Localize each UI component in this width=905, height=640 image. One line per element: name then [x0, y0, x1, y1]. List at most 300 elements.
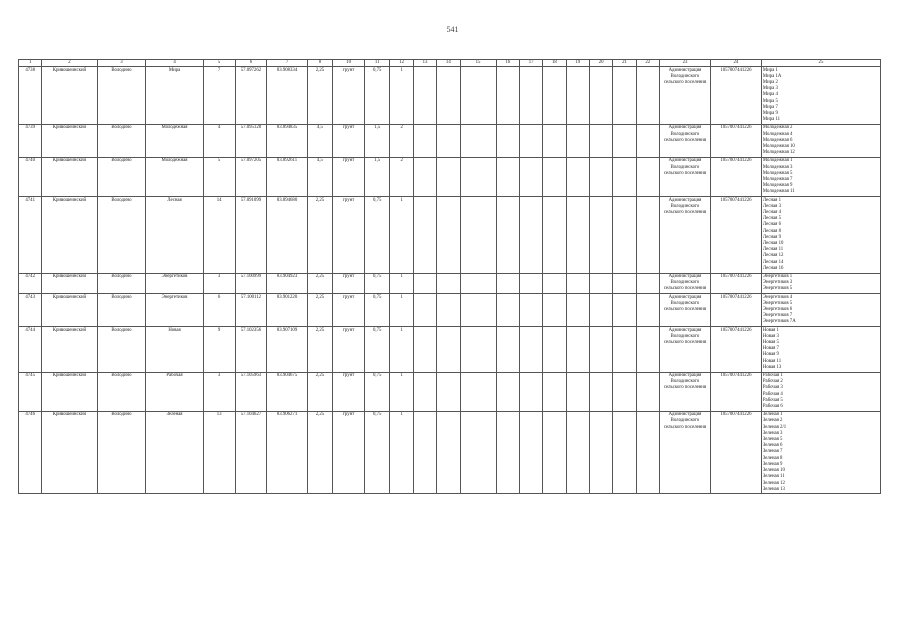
width-cell: 2,25	[307, 372, 332, 411]
empty-cell	[589, 67, 612, 125]
empty-cell	[437, 124, 460, 157]
empty-cell	[566, 124, 589, 157]
row-id: 4744	[19, 327, 42, 372]
house-cell: 3	[203, 273, 235, 294]
served-object: Лесная 9	[762, 234, 781, 240]
empty-cell	[636, 327, 659, 372]
served-object: Энергетиков 1	[762, 274, 793, 279]
district-cell: Кривошеинский	[42, 197, 97, 273]
street-cell: Рабочая	[146, 372, 203, 411]
empty-cell	[613, 157, 636, 196]
administration-cell: Администрация Володинского сельского поселения	[659, 273, 710, 294]
served-objects-cell	[761, 273, 880, 294]
longitude-cell: 83.894680	[267, 197, 307, 273]
street-cell: Энергетиков	[146, 294, 203, 327]
empty-cell	[519, 157, 542, 196]
ogrn-cell: 1057007441226	[710, 124, 761, 157]
served-object: Зеленая 9	[762, 461, 783, 467]
served-object: Рабочая 3	[762, 385, 783, 391]
served-object: Энергетиков 7А	[762, 319, 796, 325]
empty-cell	[636, 157, 659, 196]
street-cell: Зеленая	[146, 411, 203, 494]
registry-body	[19, 67, 881, 494]
served-object: Энергетиков 5	[762, 286, 793, 292]
empty-cell	[460, 197, 496, 273]
served-object: Зеленая 7	[762, 449, 783, 455]
administration-cell: Администрация Володинского сельского поселения	[659, 157, 710, 196]
served-object: Зеленая 11	[762, 474, 785, 480]
column-number: 18	[543, 60, 566, 67]
count-cell: 1	[390, 67, 413, 125]
column-number: 23	[659, 60, 710, 67]
latitude-cell: 57.104627	[235, 411, 267, 494]
house-cell: 6	[203, 294, 235, 327]
served-object: Лесная 1	[762, 197, 781, 203]
served-object: Энергетиков 6	[762, 307, 793, 313]
served-objects-cell	[761, 294, 880, 327]
count-cell: 1	[390, 372, 413, 411]
column-number: 1	[19, 60, 42, 67]
latitude-cell: 57.102356	[235, 327, 267, 372]
ogrn-cell: 1057007441226	[710, 372, 761, 411]
district-cell: Кривошеинский	[42, 294, 97, 327]
served-objects-cell	[761, 411, 880, 494]
empty-cell	[460, 294, 496, 327]
served-object: Лесная 10	[762, 240, 784, 246]
served-object: Новая 7	[762, 346, 779, 352]
table-row	[19, 327, 881, 372]
empty-cell	[613, 294, 636, 327]
served-object: Зеленая 3	[762, 430, 783, 436]
served-object: Мира 1А	[762, 73, 782, 79]
served-objects-cell	[761, 157, 880, 196]
empty-cell	[543, 157, 566, 196]
empty-cell	[519, 327, 542, 372]
empty-cell	[413, 157, 436, 196]
registry-table	[18, 59, 881, 494]
empty-cell	[613, 273, 636, 294]
served-object: Энергетиков 4	[762, 294, 793, 300]
served-object: Зеленая 1	[762, 412, 783, 418]
street-cell: Молодежная	[146, 157, 203, 196]
row-id: 4741	[19, 197, 42, 273]
area-cell: 0,75	[365, 197, 390, 273]
width-cell: 2,25	[307, 273, 332, 294]
served-object: Мира 9	[762, 110, 778, 116]
surface-cell: грунт	[333, 157, 365, 196]
empty-cell	[636, 273, 659, 294]
column-number: 15	[460, 60, 496, 67]
column-number: 24	[710, 60, 761, 67]
latitude-cell: 57.097205	[235, 157, 267, 196]
served-object: Зеленая 8	[762, 455, 783, 461]
area-cell: 0,75	[365, 294, 390, 327]
served-object: Лесная 8	[762, 228, 781, 234]
served-object: Мира 2	[762, 79, 778, 85]
empty-cell	[496, 327, 519, 372]
served-objects-cell	[761, 124, 880, 157]
empty-cell	[519, 372, 542, 411]
row-id: 4738	[19, 67, 42, 125]
served-object: Лесная 5	[762, 216, 781, 222]
area-cell: 0,75	[365, 67, 390, 125]
empty-cell	[437, 197, 460, 273]
locality-cell: Володино	[97, 411, 146, 494]
row-id: 4745	[19, 372, 42, 411]
column-number: 6	[235, 60, 267, 67]
longitude-cell: 83.906271	[267, 411, 307, 494]
empty-cell	[613, 411, 636, 494]
area-cell: 0,75	[365, 372, 390, 411]
served-object: Рабочая 4	[762, 391, 783, 397]
count-cell: 1	[390, 411, 413, 494]
house-cell: 14	[203, 197, 235, 273]
empty-cell	[543, 124, 566, 157]
served-object: Мира 3	[762, 86, 778, 92]
administration-cell: Администрация Володинского сельского поселения	[659, 124, 710, 157]
empty-cell	[566, 327, 589, 372]
empty-cell	[496, 372, 519, 411]
row-id: 4746	[19, 411, 42, 494]
column-number: 2	[42, 60, 97, 67]
empty-cell	[566, 294, 589, 327]
district-cell: Кривошеинский	[42, 157, 97, 196]
served-object: Зеленая 2/1	[762, 424, 787, 430]
street-cell: Молодежная	[146, 124, 203, 157]
empty-cell	[413, 411, 436, 494]
served-object: Молодежная 5	[762, 170, 793, 176]
served-object: Молодежная 11	[762, 189, 795, 195]
served-object: Новая 3	[762, 333, 779, 339]
surface-cell: грунт	[333, 273, 365, 294]
count-cell: 1	[390, 327, 413, 372]
served-object: Молодежная 9	[762, 183, 793, 189]
longitude-cell: 83.892611	[267, 157, 307, 196]
column-number: 22	[636, 60, 659, 67]
served-object: Молодежная 3	[762, 164, 793, 170]
served-object: Лесная 11	[762, 247, 784, 253]
served-object: Лесная 12	[762, 253, 784, 259]
empty-cell	[496, 411, 519, 494]
served-object: Молодежная 10	[762, 143, 795, 149]
empty-cell	[543, 294, 566, 327]
locality-cell: Володино	[97, 294, 146, 327]
served-objects-cell	[761, 67, 880, 125]
empty-cell	[460, 372, 496, 411]
served-object: Новая 13	[762, 364, 782, 370]
width-cell: 4,5	[307, 157, 332, 196]
empty-cell	[460, 157, 496, 196]
empty-cell	[543, 67, 566, 125]
empty-cell	[636, 372, 659, 411]
district-cell: Кривошеинский	[42, 372, 97, 411]
served-object: Зеленая 12	[762, 480, 785, 486]
house-cell: 5	[203, 157, 235, 196]
count-cell: 1	[390, 294, 413, 327]
empty-cell	[519, 273, 542, 294]
empty-cell	[437, 327, 460, 372]
locality-cell: Володино	[97, 197, 146, 273]
house-cell: 7	[203, 67, 235, 125]
width-cell: 2,25	[307, 411, 332, 494]
empty-cell	[437, 294, 460, 327]
administration-cell: Администрация Володинского сельского поселения	[659, 294, 710, 327]
served-object: Молодежная 1	[762, 158, 793, 164]
district-cell: Кривошеинский	[42, 67, 97, 125]
count-cell: 1	[390, 273, 413, 294]
empty-cell	[543, 273, 566, 294]
empty-cell	[589, 327, 612, 372]
area-cell: 0,75	[365, 411, 390, 494]
ogrn-cell: 1057007441226	[710, 273, 761, 294]
surface-cell: грунт	[333, 411, 365, 494]
empty-cell	[437, 273, 460, 294]
empty-cell	[589, 411, 612, 494]
served-object: Энергетиков 3	[762, 280, 793, 286]
empty-cell	[589, 197, 612, 273]
administration-cell: Администрация Володинского сельского поселения	[659, 197, 710, 273]
width-cell: 2,25	[307, 294, 332, 327]
served-object: Лесная 6	[762, 222, 781, 228]
empty-cell	[496, 273, 519, 294]
area-cell: 0,75	[365, 273, 390, 294]
ogrn-cell: 1057007441226	[710, 157, 761, 196]
surface-cell: грунт	[333, 294, 365, 327]
empty-cell	[613, 197, 636, 273]
empty-cell	[460, 327, 496, 372]
empty-cell	[496, 294, 519, 327]
empty-cell	[496, 67, 519, 125]
column-number: 11	[365, 60, 390, 67]
ogrn-cell: 1057007441226	[710, 67, 761, 125]
column-number: 8	[307, 60, 332, 67]
latitude-cell: 57.100112	[235, 294, 267, 327]
empty-cell	[519, 67, 542, 125]
empty-cell	[437, 157, 460, 196]
count-cell: 1	[390, 197, 413, 273]
served-object: Рабочая 6	[762, 404, 783, 410]
latitude-cell: 57.095128	[235, 124, 267, 157]
empty-cell	[566, 67, 589, 125]
served-objects-cell	[761, 372, 880, 411]
locality-cell: Володино	[97, 124, 146, 157]
locality-cell: Володино	[97, 157, 146, 196]
longitude-cell: 83.908334	[267, 67, 307, 125]
row-id: 4743	[19, 294, 42, 327]
administration-cell: Администрация Володинского сельского поселения	[659, 327, 710, 372]
column-number: 25	[761, 60, 880, 67]
empty-cell	[636, 294, 659, 327]
ogrn-cell: 1057007441226	[710, 197, 761, 273]
served-object: Молодежная 2	[762, 125, 793, 131]
empty-cell	[437, 67, 460, 125]
served-object: Молодежная 12	[762, 150, 795, 156]
empty-cell	[413, 372, 436, 411]
served-object: Зеленая 5	[762, 437, 783, 443]
served-object: Зеленая 2	[762, 418, 783, 424]
served-object: Молодежная 7	[762, 176, 793, 182]
table-row	[19, 273, 881, 294]
served-object: Рабочая 1	[762, 373, 783, 379]
empty-cell	[413, 327, 436, 372]
served-object: Новая 9	[762, 352, 779, 358]
latitude-cell: 57.091099	[235, 197, 267, 273]
served-object: Лесная 14	[762, 259, 784, 265]
surface-cell: грунт	[333, 372, 365, 411]
longitude-cell: 83.904923	[267, 273, 307, 294]
empty-cell	[543, 372, 566, 411]
served-object: Рабочая 5	[762, 397, 783, 403]
empty-cell	[566, 372, 589, 411]
column-number: 13	[413, 60, 436, 67]
house-cell: 13	[203, 411, 235, 494]
served-object: Зеленая 6	[762, 443, 783, 449]
empty-cell	[496, 124, 519, 157]
count-cell: 2	[390, 157, 413, 196]
empty-cell	[589, 124, 612, 157]
empty-cell	[413, 294, 436, 327]
empty-cell	[566, 197, 589, 273]
locality-cell: Володино	[97, 67, 146, 125]
latitude-cell: 57.100999	[235, 273, 267, 294]
column-number: 7	[267, 60, 307, 67]
street-cell: Лесная	[146, 197, 203, 273]
empty-cell	[589, 372, 612, 411]
empty-cell	[566, 157, 589, 196]
ogrn-cell: 1057007441226	[710, 294, 761, 327]
served-object: Молодежная 4	[762, 131, 793, 137]
area-cell: 1,5	[365, 157, 390, 196]
street-cell: Новая	[146, 327, 203, 372]
served-object: Зеленая 10	[762, 468, 785, 474]
count-cell: 2	[390, 124, 413, 157]
empty-cell	[413, 197, 436, 273]
empty-cell	[437, 411, 460, 494]
table-row	[19, 372, 881, 411]
empty-cell	[613, 327, 636, 372]
empty-cell	[496, 157, 519, 196]
empty-cell	[543, 411, 566, 494]
column-number-row	[19, 60, 881, 67]
width-cell: 2,25	[307, 67, 332, 125]
served-object: Энергетиков 7	[762, 313, 793, 319]
surface-cell: грунт	[333, 67, 365, 125]
empty-cell	[589, 273, 612, 294]
row-id: 4740	[19, 157, 42, 196]
served-object: Лесная 4	[762, 209, 781, 215]
longitude-cell: 83.901220	[267, 294, 307, 327]
column-number: 16	[496, 60, 519, 67]
longitude-cell: 83.894835	[267, 124, 307, 157]
empty-cell	[636, 411, 659, 494]
row-id: 4742	[19, 273, 42, 294]
column-number: 12	[390, 60, 413, 67]
empty-cell	[519, 411, 542, 494]
column-number: 4	[146, 60, 203, 67]
served-object: Мира 11	[762, 117, 781, 123]
empty-cell	[566, 273, 589, 294]
served-object: Новая 1	[762, 327, 779, 333]
street-cell: Мира	[146, 67, 203, 125]
table-row	[19, 124, 881, 157]
area-cell: 1,5	[365, 124, 390, 157]
locality-cell: Володино	[97, 327, 146, 372]
empty-cell	[460, 67, 496, 125]
empty-cell	[543, 327, 566, 372]
empty-cell	[589, 157, 612, 196]
street-cell: Энергетиков	[146, 273, 203, 294]
column-number: 14	[437, 60, 460, 67]
house-cell: 3	[203, 372, 235, 411]
ogrn-cell: 1057007441226	[710, 327, 761, 372]
table-row	[19, 294, 881, 327]
longitude-cell: 83.907109	[267, 327, 307, 372]
administration-cell: Администрация Володинского сельского поселения	[659, 411, 710, 494]
house-cell: 9	[203, 327, 235, 372]
empty-cell	[460, 273, 496, 294]
district-cell: Кривошеинский	[42, 411, 97, 494]
column-number: 3	[97, 60, 146, 67]
longitude-cell: 83.904675	[267, 372, 307, 411]
served-object: Рабочая 2	[762, 379, 783, 385]
district-cell: Кривошеинский	[42, 327, 97, 372]
latitude-cell: 57.097262	[235, 67, 267, 125]
column-number: 19	[566, 60, 589, 67]
empty-cell	[589, 294, 612, 327]
administration-cell: Администрация Володинского сельского поселения	[659, 67, 710, 125]
column-number: 5	[203, 60, 235, 67]
table-row	[19, 157, 881, 196]
served-object: Новая 11	[762, 358, 782, 364]
house-cell: 4	[203, 124, 235, 157]
empty-cell	[496, 197, 519, 273]
surface-cell: грунт	[333, 197, 365, 273]
empty-cell	[613, 372, 636, 411]
latitude-cell: 57.105963	[235, 372, 267, 411]
empty-cell	[519, 197, 542, 273]
column-number: 10	[333, 60, 365, 67]
empty-cell	[613, 124, 636, 157]
served-object: Мира 7	[762, 104, 778, 110]
surface-cell: грунт	[333, 124, 365, 157]
empty-cell	[460, 124, 496, 157]
empty-cell	[566, 411, 589, 494]
empty-cell	[437, 372, 460, 411]
served-object: Мира 1	[762, 67, 778, 73]
served-object: Энергетиков 5	[762, 300, 793, 306]
served-objects-cell	[761, 327, 880, 372]
surface-cell: грунт	[333, 327, 365, 372]
empty-cell	[413, 67, 436, 125]
empty-cell	[519, 124, 542, 157]
empty-cell	[636, 67, 659, 125]
empty-cell	[413, 124, 436, 157]
empty-cell	[519, 294, 542, 327]
width-cell: 4,5	[307, 124, 332, 157]
area-cell: 0,75	[365, 327, 390, 372]
empty-cell	[543, 197, 566, 273]
served-object: Лесная 3	[762, 203, 781, 209]
administration-cell: Администрация Володинского сельского поселения	[659, 372, 710, 411]
served-object: Мира 4	[762, 92, 778, 98]
width-cell: 2,25	[307, 197, 332, 273]
empty-cell	[636, 197, 659, 273]
served-object: Зеленая 13	[762, 486, 785, 492]
page-number: 541	[446, 25, 459, 34]
column-number: 21	[613, 60, 636, 67]
empty-cell	[413, 273, 436, 294]
district-cell: Кривошеинский	[42, 124, 97, 157]
